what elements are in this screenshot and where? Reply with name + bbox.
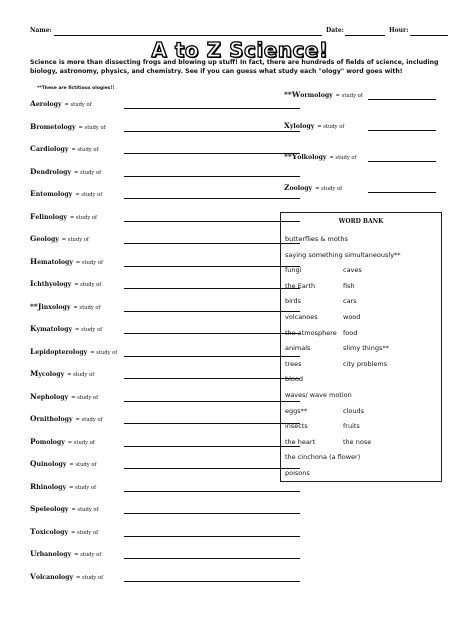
term-row xyxy=(30,459,300,471)
term-first-letter: **W xyxy=(284,90,301,99)
term-row xyxy=(30,347,300,359)
term-rest: ardiology xyxy=(35,146,69,153)
term-rest: oology xyxy=(289,185,313,192)
term-first-letter: X xyxy=(284,121,290,130)
term-row xyxy=(30,302,300,314)
hour-label: Hour: xyxy=(389,27,409,34)
word-bank-item: the cinchona (a flower) xyxy=(285,453,361,462)
study-of-label: = study of xyxy=(67,439,95,446)
term-rest: olkology xyxy=(297,154,327,161)
word-bank-item: clouds xyxy=(343,406,364,415)
term-rest: ormology xyxy=(300,92,333,99)
answer-line[interactable] xyxy=(124,356,300,357)
term-rest: rnithology xyxy=(36,416,73,423)
word-bank-title: WORD BANK xyxy=(338,218,384,225)
answer-line[interactable] xyxy=(368,161,436,162)
answer-line[interactable] xyxy=(124,288,300,289)
answer-line[interactable] xyxy=(124,378,300,379)
term-word xyxy=(30,416,73,423)
answer-line[interactable] xyxy=(124,198,300,199)
study-of-label: = study of xyxy=(75,327,103,333)
study-of-label: = study of xyxy=(70,529,99,536)
term-rest: rbanology xyxy=(36,551,72,558)
word-bank-item: poisons xyxy=(285,469,310,477)
term-first-letter: O xyxy=(30,414,37,423)
word-bank-item: eggs** xyxy=(285,406,308,415)
term-rest: eology xyxy=(36,236,59,243)
study-of-label: = study of xyxy=(69,484,97,491)
term-first-letter: T xyxy=(30,526,36,536)
study-of-label: = study of xyxy=(90,349,118,356)
term-row xyxy=(284,152,436,164)
term-word xyxy=(284,92,333,99)
answer-line[interactable] xyxy=(124,491,300,492)
term-word xyxy=(30,551,71,558)
term-rest: inxology xyxy=(41,303,71,311)
word-bank-item: fish xyxy=(343,281,355,290)
term-row xyxy=(30,234,300,246)
term-first-letter: Z xyxy=(284,183,290,192)
word-bank-item: waves/ wave motion xyxy=(285,391,352,399)
term-row xyxy=(30,279,300,291)
answer-line[interactable] xyxy=(124,446,300,447)
answer-line[interactable] xyxy=(124,311,300,312)
word-bank-item: wood xyxy=(343,313,361,321)
term-rest: endrology xyxy=(36,168,72,176)
word-bank-item: fungi xyxy=(285,266,302,275)
term-row xyxy=(30,212,300,224)
word-bank-item: volcanoes xyxy=(285,313,318,321)
term-first-letter: **J xyxy=(30,301,42,311)
term-word xyxy=(30,166,72,176)
fictitious-note: **These are fictitious ologies!! xyxy=(37,86,115,91)
term-row xyxy=(30,572,300,584)
term-word xyxy=(30,371,64,378)
term-row xyxy=(30,167,300,179)
term-first-letter: K xyxy=(30,324,37,333)
term-rest: ntomology xyxy=(35,191,73,198)
name-label: Name: xyxy=(30,27,52,34)
term-word xyxy=(30,391,69,401)
term-rest: oxicology xyxy=(35,528,69,536)
study-of-label: = study of xyxy=(317,124,345,130)
hour-field[interactable] xyxy=(410,35,448,36)
study-of-label: = study of xyxy=(76,574,104,581)
term-first-letter: D xyxy=(30,166,37,176)
study-of-label: = study of xyxy=(69,462,97,468)
word-bank-item: city problems xyxy=(343,359,388,368)
study-of-label: = study of xyxy=(71,147,99,153)
term-word xyxy=(284,154,327,161)
answer-line[interactable] xyxy=(124,221,300,222)
term-word xyxy=(30,506,69,513)
study-of-label: = study of xyxy=(315,186,343,192)
term-rest: ylology xyxy=(289,123,315,130)
term-rest: epidopterology xyxy=(35,348,88,356)
term-first-letter: Q xyxy=(30,459,37,468)
term-word xyxy=(30,326,72,333)
term-rest: uinology xyxy=(36,461,67,468)
word-bank-item: fruits xyxy=(343,422,360,431)
term-first-letter: N xyxy=(30,391,37,401)
term-first-letter: F xyxy=(30,211,36,221)
term-first-letter: R xyxy=(30,481,37,491)
term-word xyxy=(30,121,76,131)
term-word xyxy=(30,146,68,153)
word-bank-item: caves xyxy=(343,266,362,275)
word-bank-item: slimy things** xyxy=(343,344,389,353)
word-bank-item: birds xyxy=(285,297,302,306)
study-of-label: = study of xyxy=(329,155,357,161)
study-of-label: = study of xyxy=(67,372,95,378)
term-rest: erology xyxy=(35,101,62,108)
study-of-label: = study of xyxy=(75,192,103,198)
term-row xyxy=(30,504,300,516)
term-rest: omology xyxy=(35,438,65,446)
term-word xyxy=(30,346,88,356)
answer-line[interactable] xyxy=(368,192,436,193)
term-rest: ematology xyxy=(37,258,73,266)
term-rest: ephology xyxy=(36,393,69,401)
name-field[interactable] xyxy=(54,35,322,36)
word-bank-item: butterflies & moths xyxy=(285,235,348,243)
study-of-label: = study of xyxy=(71,394,99,401)
term-row xyxy=(30,99,300,111)
answer-line[interactable] xyxy=(124,333,300,334)
term-first-letter: L xyxy=(30,346,36,356)
term-row xyxy=(30,414,300,426)
study-of-label: = study of xyxy=(75,259,103,266)
term-word xyxy=(30,301,71,311)
term-word xyxy=(30,281,71,288)
term-row xyxy=(30,392,300,404)
answer-line[interactable] xyxy=(124,558,300,559)
study-of-label: = study of xyxy=(335,93,363,99)
term-word xyxy=(30,481,67,491)
word-bank-item: trees xyxy=(285,359,302,368)
answer-line[interactable] xyxy=(124,243,300,244)
answer-line[interactable] xyxy=(124,176,300,177)
word-bank-item: insects xyxy=(285,422,308,431)
term-word xyxy=(30,526,69,536)
term-row xyxy=(30,144,300,156)
word-bank-item: saying something simultaneously** xyxy=(285,250,401,259)
term-rest: hinology xyxy=(36,483,67,491)
word-bank-item: the nose xyxy=(343,437,372,446)
term-word xyxy=(30,211,67,221)
study-of-label: = study of xyxy=(73,304,101,311)
word-bank-item: the heart xyxy=(285,437,316,446)
term-word xyxy=(30,436,65,446)
term-rest: olcanology xyxy=(35,573,74,581)
term-first-letter: B xyxy=(30,121,37,131)
term-rest: rometology xyxy=(36,123,76,131)
date-label: Date: xyxy=(326,27,344,34)
term-word xyxy=(30,256,73,266)
term-first-letter: **Y xyxy=(284,152,298,161)
study-of-label: = study of xyxy=(78,124,106,131)
term-first-letter: G xyxy=(30,234,37,243)
term-first-letter: V xyxy=(30,571,36,581)
answer-line[interactable] xyxy=(124,536,300,537)
answer-line[interactable] xyxy=(368,130,436,131)
study-of-label: = study of xyxy=(74,282,102,288)
header-row xyxy=(30,27,448,37)
term-first-letter: P xyxy=(30,436,36,446)
term-row xyxy=(30,122,300,134)
study-of-label: = study of xyxy=(74,169,102,176)
answer-line[interactable] xyxy=(124,131,300,132)
answer-line[interactable] xyxy=(124,581,300,582)
date-field[interactable] xyxy=(345,35,385,36)
term-first-letter: C xyxy=(30,144,36,153)
answer-line[interactable] xyxy=(124,468,300,469)
study-of-label: = study of xyxy=(69,214,97,221)
word-bank xyxy=(280,212,442,482)
word-bank-item: animals xyxy=(285,344,311,353)
term-row xyxy=(284,121,436,133)
term-word xyxy=(284,185,312,192)
answer-line[interactable] xyxy=(124,153,300,154)
answer-line[interactable] xyxy=(124,401,300,402)
term-row xyxy=(30,527,300,539)
word-bank-item: food xyxy=(343,328,358,337)
term-rest: elinology xyxy=(35,213,67,221)
term-row xyxy=(284,183,436,195)
term-first-letter: E xyxy=(30,189,36,198)
term-first-letter: S xyxy=(30,504,36,513)
term-row xyxy=(30,189,300,201)
term-rest: ycology xyxy=(38,371,65,378)
study-of-label: = study of xyxy=(75,417,103,423)
term-first-letter: H xyxy=(30,256,38,266)
term-word xyxy=(30,571,74,581)
word-bank-item: cars xyxy=(343,297,357,306)
page-title: A to Z Science! xyxy=(151,38,329,62)
study-of-label: = study of xyxy=(64,102,92,108)
answer-line[interactable] xyxy=(124,108,300,109)
term-word xyxy=(30,191,72,198)
term-first-letter: I xyxy=(30,279,34,288)
word-bank-item: the atmosphere xyxy=(285,328,337,337)
term-row xyxy=(30,482,300,494)
term-first-letter: A xyxy=(30,99,36,108)
term-word xyxy=(30,461,66,468)
term-row xyxy=(30,324,300,336)
term-rest: chthyology xyxy=(33,281,72,288)
term-word xyxy=(284,123,314,130)
term-row xyxy=(30,257,300,269)
word-bank-item: blood xyxy=(285,375,304,384)
term-first-letter: U xyxy=(30,549,37,558)
study-of-label: = study of xyxy=(74,552,102,558)
answer-line[interactable] xyxy=(368,99,436,100)
term-word xyxy=(30,101,62,108)
term-rest: ymatology xyxy=(36,326,73,333)
study-of-label: = study of xyxy=(71,507,99,513)
term-rest: peleology xyxy=(35,506,69,513)
word-bank-item: the Earth xyxy=(285,281,316,290)
term-row xyxy=(30,549,300,561)
term-first-letter: M xyxy=(30,369,39,378)
term-word xyxy=(30,236,59,243)
term-row xyxy=(284,90,436,102)
term-row xyxy=(30,369,300,381)
answer-line[interactable] xyxy=(124,423,300,424)
answer-line[interactable] xyxy=(124,266,300,267)
answer-line[interactable] xyxy=(124,513,300,514)
intro-text: Science is more than dissecting frogs and blowing up stuff! In fact, there are hundreds of fields of science, including biology, astronomy, physics, and chemistry. See if you can guess what study each "ology" word goes with! xyxy=(30,59,439,75)
term-row xyxy=(30,437,300,449)
study-of-label: = study of xyxy=(61,237,89,243)
